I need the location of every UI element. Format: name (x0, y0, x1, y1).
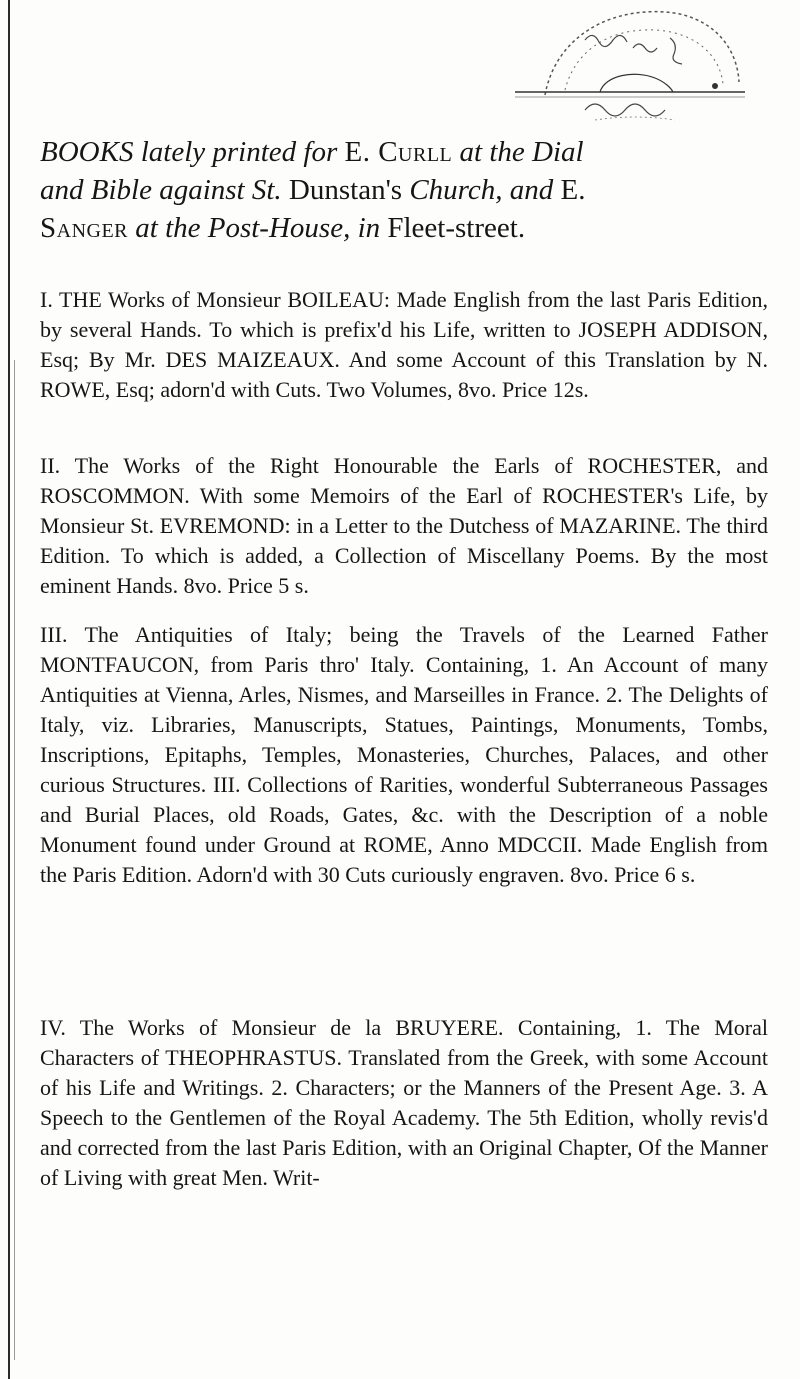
printers-ornament (515, 0, 745, 125)
imprint-line-2 (40, 171, 775, 209)
book-entry-montfaucon (40, 620, 768, 890)
page-inner-rule (14, 360, 15, 1360)
imprint-text: and Bible against St. (40, 174, 289, 206)
page-edge-rule (8, 0, 10, 1379)
imprint-line-1 (40, 133, 775, 171)
entry-text: The Works of Monsieur de la BRUYERE. Containing, 1. The Moral Characters of THEOPHRASTUS. Translated from the Greek, with some Account of his Life and Writings. 2. Characters; or the Manners of the Present Age. 3. A Speech to the Gentlemen of the Royal Academy. The 5th Edition, wholly revis'd and corrected from the last Paris Edition, with an Original Chapter, Of the Manner of Living with great Men. Writ- (40, 1015, 768, 1190)
entry-text: THE Works of Monsieur BOILEAU: Made English from the last Paris Edition, by several Hands. To which is prefix'd his Life, written to JOSEPH ADDISON, Esq; By Mr. DES MAIZEAUX. And some Account of this Translation by N. ROWE, Esq; adorn'd with Cuts. Two Volumes, 8vo. Price 12s. (40, 287, 768, 402)
printer-curll: E. Curll (344, 136, 453, 168)
publisher-imprint (40, 133, 775, 247)
entry-text: The Antiquities of Italy; being the Travels of the Learned Father MONTFAUCON, from Paris thro' Italy. Containing, 1. An Account of many Antiquities at Vienna, Arles, Nismes, and Marseilles in France. 2. The Delights of Italy, viz. Libraries, Manuscripts, Statues, Paintings, Monuments, Tombs, Inscriptions, Epitaphs, Temples, Monasteries, Churches, Palaces, and other curious Structures. III. Collections of Rarities, wonderful Subterraneous Passages and Burial Places, old Roads, Gates, &c. with the Description of a noble Monument found under Ground at ROME, Anno MDCCII. Made English from the Paris Edition. Adorn'd with 30 Cuts curiously engraven. 8vo. Price 6 s. (40, 622, 768, 887)
entry-number: I. (40, 287, 53, 312)
imprint-text: at the Dial (452, 136, 584, 168)
book-entry-boileau (40, 285, 768, 405)
imprint-line-3 (40, 209, 775, 247)
imprint-text: at the Post-House, in (128, 212, 388, 244)
books-heading: BOOKS (40, 136, 134, 168)
church-name: Dunstan's (288, 174, 403, 206)
entry-text: The Works of the Right Honourable the Earls of ROCHESTER, and ROSCOMMON. With some Memoirs of the Earl of ROCHESTER's Life, by Monsieur St. EVREMOND: in a Letter to the Dutchess of MAZARINE. The third Edition. To which is added, a Collection of Miscellany Poems. By the most eminent Hands. 8vo. Price 5 s. (40, 453, 769, 598)
entry-number: IV. (40, 1015, 66, 1040)
book-entry-bruyere (40, 1013, 768, 1193)
printer-sanger: Sanger (40, 212, 129, 244)
imprint-initial: E. (560, 174, 586, 206)
entry-number: III. (40, 622, 68, 647)
imprint-text: Church, and (402, 174, 561, 206)
entry-number: II. (40, 453, 61, 478)
imprint-text: lately printed for (133, 136, 345, 168)
book-entry-rochester (40, 451, 768, 601)
street-name: Fleet-street. (387, 212, 526, 244)
